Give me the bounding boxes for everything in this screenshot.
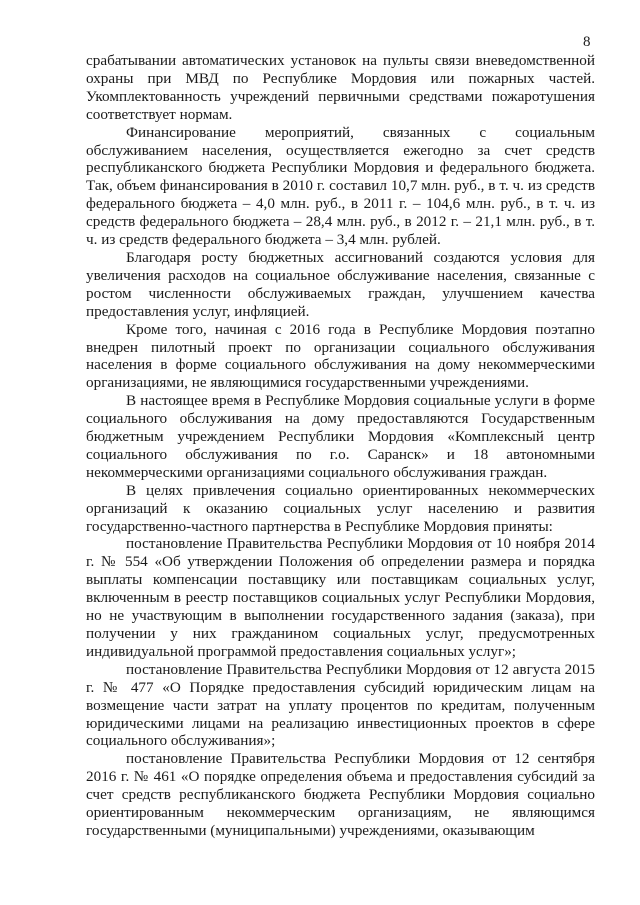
- paragraph: постановление Правительства Республики Мордовия от 12 сентября 2016 г. № 461 «О порядке определения объема и предоставления субсидий за счет средств республиканского бюджета Республики Мордовия социально ориентированным некоммерческим организациям, не являющимся государственными (муниципальными) учреждениями, оказывающим: [86, 750, 595, 839]
- paragraph: постановление Правительства Республики Мордовия от 12 августа 2015 г. № 477 «О Порядке предоставления субсидий юридическим лицам на возмещение части затрат на уплату процентов по кредитам, полученным юридическими лицами на реализацию инвестиционных проектов в сфере социального обслуживания»;: [86, 660, 595, 750]
- paragraph: Финансирование мероприятий, связанных с социальным обслуживанием населения, осуществляется ежегодно за счет средств республиканского бюджета Республики Мордовия и федерального бюджета. Так, объем финансирования в 2010 г. составил 10,7 млн. руб., в т. ч. из средств федерального бюджета – 4,0 млн. руб., в 2011 г. – 104,6 млн. руб., в т. ч. из средств федерального бюджета – 28,4 млн. руб., в 2012 г. – 21,1 млн. руб., в т. ч. из средств федерального бюджета – 3,4 млн. рублей.: [86, 123, 595, 249]
- page-number: 8: [583, 34, 591, 50]
- document-body: [86, 52, 595, 840]
- paragraph: постановление Правительства Республики Мордовия от 10 ноября 2014 г. № 554 «Об утверждении Положения об определении размера и порядка выплаты компенсации поставщику или поставщикам социальных услуг, включенным в реестр поставщиков социальных услуг Республики Мордовия, но не участвующим в выполнении государственного задания (заказа), при получении у них гражданином социальных услуг, предусмотренных индивидуальной программой предоставления социальных услуг»;: [86, 535, 595, 660]
- paragraph: В целях привлечения социально ориентированных некоммерческих организаций к оказанию социальных услуг населению и развития государственно-частного партнерства в Республике Мордовия приняты:: [86, 481, 595, 535]
- paragraph: Кроме того, начиная с 2016 года в Республике Мордовия поэтапно внедрен пилотный проект по организации социального обслуживания населения в форме социального обслуживания на дому некоммерческими организациями, не являющимися государственными учреждениями.: [86, 320, 595, 392]
- paragraph: срабатывании автоматических установок на пульты связи вневедомственной охраны при МВД по Республике Мордовия или пожарных частей. Укомплектованность учреждений первичными средствами пожаротушения соответствует нормам.: [86, 52, 595, 123]
- paragraph: Благодаря росту бюджетных ассигнований создаются условия для увеличения расходов на социальное обслуживание населения, связанные с ростом численности обслуживаемых граждан, улучшением качества предоставления услуг, инфляцией.: [86, 248, 595, 320]
- paragraph: В настоящее время в Республике Мордовия социальные услуги в форме социального обслуживания на дому предоставляются Государственным бюджетным учреждением Республики Мордовия «Комплексный центр социального обслуживания по г.о. Саранск» и 18 автономными некоммерческими организациями социального обслуживания граждан.: [86, 392, 595, 481]
